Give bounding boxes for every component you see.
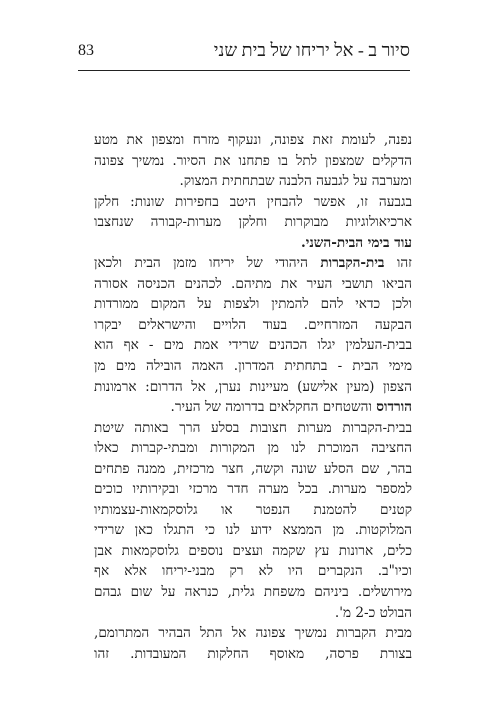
page-number: 83 <box>78 42 94 59</box>
text-segment: זהו <box>384 255 412 272</box>
text-line <box>94 377 412 398</box>
running-title: סיור ב - אל יריחו של בית שני <box>213 40 410 60</box>
text-segment: ומערבה על לגבעה הלבנה שבתחתית המצוק. <box>179 173 412 190</box>
text-segment: הביאו תושבי העיר את מתיהם. לכהנים הכניסה אסורה <box>94 275 412 292</box>
text-line <box>94 274 412 295</box>
text-segment: הדקלים שמצפון לתל בו פתחנו את הסיור. נמשיך צפונה <box>94 152 412 169</box>
text-line <box>94 520 412 541</box>
bold-term: עוד בימי הבית-השני. <box>301 234 412 251</box>
text-line <box>94 644 412 665</box>
text-segment: כלים, ארונות עץ שקמה ועצים נוספים גלוסקמאות אבן <box>94 542 412 559</box>
text-line <box>94 418 412 439</box>
text-line <box>94 397 412 418</box>
text-segment: המלוקטות. מן הממצא ידוע לנו כי התגלו כאן שרידי <box>94 522 412 539</box>
text-line <box>94 438 412 459</box>
text-segment: בגבעה זו, אפשר להבחין היטב בחפירות שונות: חלקן <box>94 193 412 210</box>
text-line <box>94 459 412 480</box>
text-segment: והשטחים החקלאים בדרומה של העיר. <box>170 399 377 416</box>
text-segment: וכיו"ב. הנקברים היו לא רק מבני-יריחו אלא אף <box>94 563 412 580</box>
text-segment: מירושלים. ביניהם משפחת גלית, כנראה על שום גבהם <box>94 584 412 601</box>
text-line <box>94 479 412 500</box>
text-line <box>94 294 412 315</box>
text-segment: בבית-הקברות מערות חצובות בסלע הרך באותה שיטת <box>94 419 412 436</box>
text-line <box>94 561 412 582</box>
text-line <box>94 212 412 233</box>
text-segment: הצפון (מעין אלישע) מעיינות נערן, אל הדרום: ארמונות <box>94 378 412 395</box>
text-line <box>94 335 412 356</box>
text-line <box>94 253 412 274</box>
text-segment: ארכיאולוגיות מבוקרות וחלקן מערות-קבורה שנחצבו <box>94 214 412 231</box>
text-line <box>94 130 412 151</box>
header-rule <box>78 70 410 71</box>
text-line <box>94 315 412 336</box>
text-line <box>94 541 412 562</box>
text-segment: נפנה, לעומת זאת צפונה, ונעקוף מזרח ומצפון את מטע <box>94 132 412 148</box>
text-segment: היהודי של יריחו מזמן הבית ולכאן <box>94 255 321 272</box>
text-line <box>94 603 412 624</box>
text-line <box>94 192 412 213</box>
text-segment: מימי הבית - בתחתית המדרון. האמה הובילה מים מן <box>94 358 412 375</box>
text-line <box>94 356 412 377</box>
text-segment: הבולט כ-2 מ'. <box>334 604 412 621</box>
text-segment: ולכן כדאי להם להמתין ולצפות על המקום ממורדות <box>94 296 412 313</box>
text-line <box>94 582 412 603</box>
text-line <box>94 151 412 172</box>
text-line <box>94 623 412 644</box>
page-header <box>78 40 410 66</box>
text-segment: בהר, שם הסלע שונה וקשה, חצר מרכזית, ממנה פתחים <box>94 460 412 477</box>
bold-term: הורדוס <box>376 399 412 416</box>
body-text <box>94 130 412 664</box>
bold-term: בית-הקברות <box>320 255 385 272</box>
text-segment: למספר מערות. בכל מערה חדר מרכזי ובקירותיו כוכים <box>94 481 412 498</box>
text-line <box>94 171 412 192</box>
text-segment: בצורת פרסה, מאוסף החלקות המעובדות. זהו <box>94 645 412 662</box>
text-segment: החציבה המוכרת לנו מן המקורות ומבתי-קברות כאלו <box>94 440 412 457</box>
text-segment: הבקעה המזרחיים. בעוד הלויים והישראלים יבקרו <box>94 316 412 333</box>
text-line <box>94 500 412 521</box>
text-segment: בבית-העלמין יגלו הכהנים שרידי אמת מים - אף הוא <box>94 337 412 354</box>
text-line <box>94 233 412 254</box>
text-segment: מבית הקברות נמשיך צפונה אל התל הבהיר המתרומם, <box>94 625 412 642</box>
text-segment: קטנים להטמנת הנפטר או גלוסקמאות-עצמותיו <box>94 501 412 518</box>
